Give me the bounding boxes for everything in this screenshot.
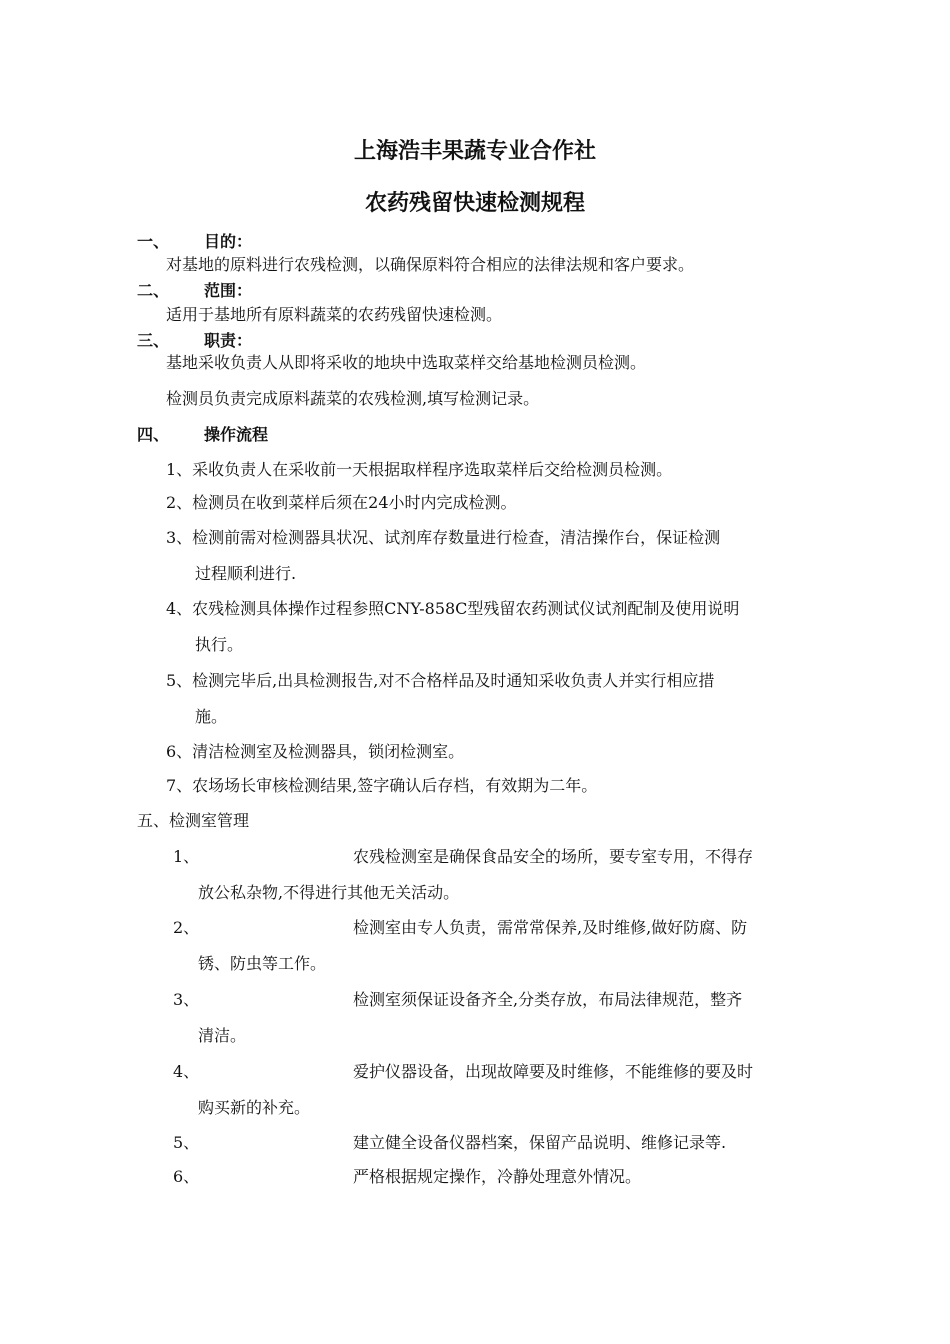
lab-item-5: 建立健全设备仪器档案，保留产品说明、维修记录等. xyxy=(353,1133,727,1152)
process-item-6: 6、清洁检测室及检测器具，锁闭检测室。 xyxy=(166,742,465,761)
section-1-number: 一、 xyxy=(137,232,170,251)
lab-item-3: 检测室须保证设备齐全,分类存放，布局法律规范，整齐 xyxy=(353,990,743,1009)
lab-item-number: 2、 xyxy=(173,918,200,937)
process-item-5-cont: 施。 xyxy=(195,707,228,726)
lab-item-number: 3、 xyxy=(173,990,200,1009)
section-4-heading: 操作流程 xyxy=(204,425,269,444)
process-item-7: 7、农场场长审核检测结果,签字确认后存档，有效期为二年。 xyxy=(166,776,598,795)
section-3-line: 检测员负责完成原料蔬菜的农残检测,填写检测记录。 xyxy=(166,389,540,408)
process-item-4-cont: 执行。 xyxy=(195,635,244,654)
lab-item-4-cont: 购买新的补充。 xyxy=(198,1098,311,1117)
section-1-heading: 目的： xyxy=(204,232,253,251)
lab-item-1: 农残检测室是确保食品安全的场所，要专室专用，不得存 xyxy=(353,847,754,866)
page-title: 上海浩丰果蔬专业合作社 xyxy=(353,139,596,164)
section-3-number: 三、 xyxy=(137,331,170,350)
lab-item-1-cont: 放公私杂物,不得进行其他无关活动。 xyxy=(198,883,460,902)
lab-item-4: 爱护仪器设备，出现故障要及时维修，不能维修的要及时 xyxy=(353,1062,754,1081)
process-item-3-cont: 过程顺利进行. xyxy=(195,564,297,583)
process-item-1: 1、采收负责人在采收前一天根据取样程序选取菜样后交给检测员检测。 xyxy=(166,460,673,479)
process-item-2: 2、检测员在收到菜样后须在24小时内完成检测。 xyxy=(166,493,517,512)
lab-item-3-cont: 清洁。 xyxy=(198,1026,247,1045)
lab-item-number: 5、 xyxy=(173,1133,200,1152)
lab-item-2: 检测室由专人负责，需常常保养,及时维修,做好防腐、防 xyxy=(353,918,748,937)
lab-item-number: 4、 xyxy=(173,1062,200,1081)
page-subtitle: 农药残留快速检测规程 xyxy=(364,191,585,216)
section-2-heading: 范围： xyxy=(204,281,253,300)
section-1-text: 对基地的原料进行农残检测，以确保原料符合相应的法律法规和客户要求。 xyxy=(166,255,695,274)
section-2-text: 适用于基地所有原料蔬菜的农药残留快速检测。 xyxy=(166,305,503,324)
section-3-line: 基地采收负责人从即将采收的地块中选取菜样交给基地检测员检测。 xyxy=(166,353,647,372)
lab-item-6: 严格根据规定操作，冷静处理意外情况。 xyxy=(353,1167,642,1186)
process-item-3: 3、检测前需对检测器具状况、试剂库存数量进行检查，清洁操作台，保证检测 xyxy=(166,528,721,547)
lab-item-2-cont: 锈、防虫等工作。 xyxy=(198,954,327,973)
section-2-number: 二、 xyxy=(137,281,170,300)
section-5-heading: 五、检测室管理 xyxy=(137,811,250,830)
section-3-heading: 职责： xyxy=(204,331,253,350)
process-item-4: 4、农残检测具体操作过程参照CNY-858C型残留农药测试仪试剂配制及使用说明 xyxy=(166,599,740,618)
process-item-5: 5、检测完毕后,出具检测报告,对不合格样品及时通知采收负责人并实行相应措 xyxy=(166,671,715,690)
lab-item-number: 6、 xyxy=(173,1167,200,1186)
lab-item-number: 1、 xyxy=(173,847,200,866)
section-4-number: 四、 xyxy=(137,425,170,444)
